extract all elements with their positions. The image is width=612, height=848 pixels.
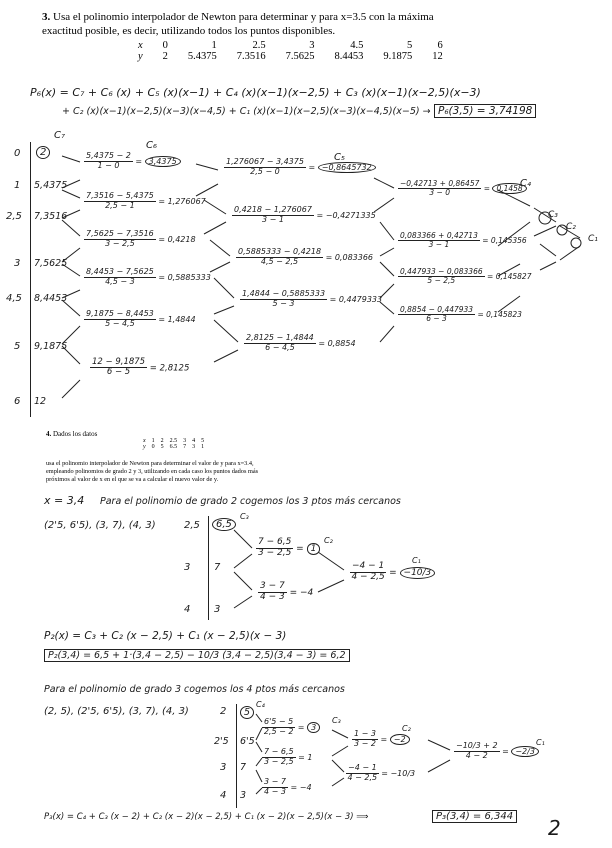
g2-x: 2,5 bbox=[184, 520, 200, 531]
dd-denominator: 3 − 1 bbox=[261, 214, 284, 224]
g2-label-c1: C₁ bbox=[412, 556, 421, 565]
y-cell: 12 bbox=[432, 51, 443, 62]
problem4-title-text: Dados los datos bbox=[53, 430, 98, 438]
problem3-result: P₆(3,5) = 3,74198 bbox=[434, 104, 536, 118]
y-cell: 5 bbox=[160, 444, 164, 450]
y-value: 5,4375 bbox=[34, 180, 68, 191]
problem4-text-line1: usa el polinomio interpolador de Newton para determinar el valor de y para x=3.4, bbox=[46, 460, 254, 467]
x-cell: 5 bbox=[407, 40, 413, 51]
x-cell: 2.5 bbox=[252, 40, 266, 51]
problem4-text-line2: empleando polinomios de grado 2 y 3, utilizando en cada caso los puntos dados más bbox=[46, 468, 259, 475]
dd-result: 1 bbox=[307, 543, 321, 555]
problem3-polynomial-line2: + C₂ (x)(x−1)(x−2,5)(x−3)(x−4,5) + C₁ (x)(x−1)(x−2,5)(x−3)(x−4,5)(x−5) → bbox=[62, 106, 431, 117]
y-cell: 8.4453 bbox=[334, 51, 364, 62]
dd-result: 0,083366 bbox=[334, 252, 374, 262]
g3-polynomial: P₃(x) = C₄ + C₃ (x − 2) + C₂ (x − 2)(x − 2,5) + C₁ (x − 2)(x − 2,5)(x − 3) ⟹ bbox=[44, 812, 369, 822]
dd-result: 0,8854 bbox=[327, 338, 356, 348]
x-cell: 5 bbox=[201, 438, 205, 444]
dd-denominator: 4 − 3 bbox=[260, 591, 285, 602]
dd-result: 0,4479333 bbox=[338, 294, 383, 304]
dd-numerator: 7,5625 − 7,3516 bbox=[86, 229, 154, 238]
dd-numerator: −0,42713 + 0,86457 bbox=[400, 179, 480, 188]
g3-x: 3 bbox=[220, 762, 227, 773]
g3-result: P₃(3,4) = 6,344 bbox=[432, 810, 517, 823]
y-label: y bbox=[138, 51, 143, 62]
g3-x: 2 bbox=[220, 706, 227, 717]
problem3-number: 3. bbox=[42, 11, 51, 23]
g2-divided-difference-1: $\frac{3 - 7}{4 - 3}$ = −4 bbox=[260, 581, 314, 602]
dd-numerator: 1,4844 − 0,5885333 bbox=[242, 289, 326, 298]
x-cell: 4.5 bbox=[350, 40, 364, 51]
divided-difference-2: $\frac{0,5885333 - 0,4218}{4,5 - 2,5}$ = 0,083366 bbox=[238, 247, 374, 266]
y-cell: 7.5625 bbox=[285, 51, 315, 62]
divided-difference-1: $\frac{7,3516 - 5,4375}{2,5 - 1}$ = 1,276067 bbox=[86, 191, 206, 210]
dd-result: −4 bbox=[299, 782, 312, 792]
dd-result: −4 bbox=[299, 587, 314, 598]
g3-x: 2'5 bbox=[214, 736, 229, 747]
coef-label-c3: C₃ bbox=[548, 210, 558, 220]
dd-denominator: 1 − 0 bbox=[97, 160, 120, 170]
y-cell: 0 bbox=[151, 444, 155, 450]
dd-numerator: 0,083366 + 0,42713 bbox=[400, 231, 478, 240]
dd-result: 0,145827 bbox=[495, 271, 532, 281]
g3-divided-difference-1: $\frac{7 - 6,5}{3 - 2,5}$ = 1 bbox=[264, 747, 313, 766]
dd-numerator: 6'5 − 5 bbox=[264, 717, 294, 726]
dd-denominator: 3 − 1 bbox=[428, 240, 450, 250]
dd-denominator: 3 − 2,5 bbox=[258, 547, 292, 558]
g3-label-c3: C₃ bbox=[332, 716, 341, 725]
dd-numerator: 0,8854 − 0,447933 bbox=[400, 305, 474, 314]
divided-difference-2: $\frac{2,8125 - 1,4844}{6 - 4,5}$ = 0,8854 bbox=[246, 333, 356, 352]
dd-denominator: 4 − 2,5 bbox=[347, 772, 378, 782]
dd-result: 2,8125 bbox=[159, 363, 190, 374]
dd-numerator: 7 − 6,5 bbox=[258, 537, 292, 547]
dd-result: −10/3 bbox=[400, 567, 436, 579]
dd-numerator: 2,8125 − 1,4844 bbox=[246, 333, 314, 342]
dd-result: −2 bbox=[390, 734, 410, 745]
g3-y: 3 bbox=[240, 790, 247, 801]
g2-polynomial: P₂(x) = C₃ + C₂ (x − 2,5) + C₁ (x − 2,5)(x − 3) bbox=[44, 630, 287, 642]
y-value: 8,4453 bbox=[34, 293, 68, 304]
y-label: y bbox=[143, 444, 146, 450]
dd-numerator: 0,5885333 − 0,4218 bbox=[238, 247, 322, 256]
divided-difference-3: $\frac{0,8854 - 0,447933}{6 - 3}$ = 0,145823 bbox=[400, 305, 522, 324]
dd-result: −10/3 bbox=[390, 768, 416, 778]
grade2-heading: Para el polinomio de grado 2 cogemos los 3 ptos más cercanos bbox=[100, 496, 401, 507]
g2-y: 6,5 bbox=[212, 518, 236, 531]
dd-numerator: −10/3 + 2 bbox=[456, 741, 498, 750]
x-value: 2,5 bbox=[6, 211, 22, 222]
dd-denominator: 2,5 − 2 bbox=[263, 726, 294, 736]
x-cell: 4 bbox=[192, 438, 196, 444]
dd-result: 3 bbox=[307, 722, 320, 733]
x-cell: 1 bbox=[151, 438, 155, 444]
g3-label-c1: C₁ bbox=[536, 738, 545, 747]
dd-denominator: 5 − 2,5 bbox=[427, 276, 456, 286]
problem3-statement-line1: Usa el polinomio interpolador de Newton para determinar y para x=3.5 con la máxima bbox=[53, 11, 434, 23]
problem3-statement-line2: exactitud posible, es decir, utilizando todos los puntos disponibles. bbox=[42, 25, 336, 37]
dd-result: −2/3 bbox=[511, 746, 539, 757]
g3-label-c4: C₄ bbox=[256, 700, 265, 709]
grade3-heading: Para el polinomio de grado 3 cogemos los 4 ptos más cercanos bbox=[44, 684, 345, 695]
dd-numerator: 8,4453 − 7,5625 bbox=[86, 267, 154, 276]
x-cell: 2.5 bbox=[169, 438, 178, 444]
x-label: x bbox=[143, 438, 146, 444]
dd-result: 0,5885333 bbox=[167, 272, 211, 282]
divided-difference-3: $\frac{-0,42713 + 0,86457}{3 - 0}$ = 0,1458 bbox=[398, 180, 527, 198]
coef-label-c6: C₆ bbox=[146, 140, 157, 151]
dd-result: −0,4271335 bbox=[325, 210, 376, 220]
g3-y: 7 bbox=[240, 762, 247, 773]
dd-denominator: 5 − 4,5 bbox=[105, 318, 135, 328]
dd-result: 1,276067 bbox=[167, 196, 206, 206]
dd-denominator: 3 − 2,5 bbox=[264, 756, 294, 766]
dd-numerator: 7,3516 − 5,4375 bbox=[86, 191, 154, 200]
problem3-polynomial-line1: P₆(x) = C₇ + C₆ (x) + C₅ (x)(x−1) + C₄ (x)(x−1)(x−2,5) + C₃ (x)(x−1)(x−2,5)(x−3) bbox=[30, 86, 481, 99]
y-cell: 9.1875 bbox=[383, 51, 413, 62]
dd-result: 0,4218 bbox=[167, 234, 196, 244]
divided-difference-1: $\frac{8,4453 - 7,5625}{4,5 - 3}$ = 0,5885333 bbox=[86, 267, 211, 286]
dd-numerator: 12 − 9,1875 bbox=[92, 357, 146, 367]
y-cell: 1 bbox=[201, 444, 205, 450]
divided-difference-1: $\frac{9,1875 - 8,4453}{5 - 4,5}$ = 1,4844 bbox=[86, 309, 196, 328]
dd-numerator: −4 − 1 bbox=[348, 763, 377, 772]
x-value: 1 bbox=[14, 180, 21, 191]
x-value: 3 bbox=[14, 258, 21, 269]
dd-numerator: 7 − 6,5 bbox=[264, 747, 294, 756]
y-value: 12 bbox=[34, 396, 47, 407]
y-value: 9,1875 bbox=[34, 341, 68, 352]
dd-result: 1,4844 bbox=[167, 314, 196, 324]
dd-numerator: 5,4375 − 2 bbox=[86, 151, 131, 160]
dd-numerator: 9,1875 − 8,4453 bbox=[86, 309, 154, 318]
y-value: 7,5625 bbox=[34, 258, 68, 269]
coef-label-c5: C₅ bbox=[334, 152, 345, 163]
g3-divided-difference-3: $\frac{-10/3 + 2}{4 - 2}$ = −2/3 bbox=[454, 742, 539, 761]
dd-denominator: 4,5 − 2,5 bbox=[260, 256, 299, 266]
dd-denominator: 4,5 − 3 bbox=[105, 276, 135, 286]
dd-denominator: 4 − 2,5 bbox=[351, 571, 385, 582]
divided-difference-2: $\frac{0,4218 - 1,276067}{3 - 1}$ = −0,4271335 bbox=[234, 205, 376, 224]
g2-divided-difference-1: $\frac{7 - 6,5}{3 - 2,5}$ = 1 bbox=[256, 538, 320, 559]
dd-result: 3,4375 bbox=[145, 156, 181, 167]
g2-divided-difference-2: $\frac{-4 - 1}{4 - 2,5}$ = −10/3 bbox=[350, 562, 435, 583]
x-cell: 3 bbox=[183, 438, 187, 444]
g2-evaluation-text: P₂(3,4) = 6,5 + 1·(3,4 − 2,5) − 10/3 (3,4 − 2,5)(3,4 − 3) = 6,2 bbox=[44, 649, 350, 662]
x-cell: 2 bbox=[160, 438, 164, 444]
divided-difference-3: $\frac{0,447933 - 0,083366}{5 - 2,5}$ = 0,145827 bbox=[400, 267, 532, 286]
divided-difference-2: $\frac{1,4844 - 0,5885333}{5 - 3}$ = 0,4479333 bbox=[242, 289, 383, 308]
x-value: 5 bbox=[14, 341, 21, 352]
coef-label-c7: C₇ bbox=[54, 130, 65, 141]
y-value: 2 bbox=[36, 146, 50, 159]
x-label: x bbox=[138, 40, 143, 51]
dd-denominator: 4 − 3 bbox=[264, 786, 286, 796]
dd-numerator: 0,4218 − 1,276067 bbox=[234, 205, 312, 214]
dd-numerator: −4 − 1 bbox=[352, 561, 385, 571]
g3-divided-difference-1: $\frac{3 - 7}{4 - 3}$ = −4 bbox=[264, 777, 312, 796]
dd-result: 0,145823 bbox=[486, 309, 522, 319]
x-cell: 1 bbox=[211, 40, 217, 51]
dd-numerator: 1,276067 − 3,4375 bbox=[226, 157, 304, 166]
g2-x: 4 bbox=[184, 604, 191, 615]
x-value-heading: x = 3,4 bbox=[44, 494, 85, 507]
dd-denominator: 2,5 − 1 bbox=[105, 200, 135, 210]
divided-difference-1: $\frac{7,5625 - 7,3516}{3 - 2,5}$ = 0,4218 bbox=[86, 229, 196, 248]
problem4-text-line3: próximos al valor de x en el que se va a calcular el nuevo valor de y. bbox=[46, 476, 219, 483]
dd-numerator: 1 − 3 bbox=[354, 729, 376, 738]
divided-difference-3: $\frac{0,083366 + 0,42713}{3 - 1}$ = 0,145356 bbox=[400, 231, 527, 250]
dd-result: 0,145356 bbox=[490, 235, 527, 245]
y-cell: 2 bbox=[162, 51, 168, 62]
x-value: 0 bbox=[14, 148, 21, 159]
dd-denominator: 3 − 2,5 bbox=[105, 238, 135, 248]
y-cell: 5.4375 bbox=[187, 51, 217, 62]
dd-numerator: 3 − 7 bbox=[264, 777, 286, 786]
grade3-points: (2, 5), (2'5, 6'5), (3, 7), (4, 3) bbox=[44, 706, 189, 717]
x-value: 4,5 bbox=[6, 293, 22, 304]
divided-difference-1: $\frac{5,4375 - 2}{1 - 0}$ = 3,4375 bbox=[84, 152, 181, 171]
x-cell: 6 bbox=[437, 40, 443, 51]
coef-label-c4: C₄ bbox=[520, 178, 531, 189]
x-value: 6 bbox=[14, 396, 21, 407]
dd-denominator: 6 − 3 bbox=[426, 314, 447, 324]
divided-difference-2: $\frac{1,276067 - 3,4375}{2,5 - 0}$ = −0,8645732 bbox=[224, 158, 376, 177]
dd-result: −0,8645732 bbox=[318, 162, 376, 173]
dd-denominator: 2,5 − 0 bbox=[250, 166, 280, 176]
dd-denominator: 4 − 2 bbox=[465, 750, 488, 760]
y-cell: 3 bbox=[192, 444, 196, 450]
g3-divided-difference-2: $\frac{1 - 3}{3 - 2}$ = −2 bbox=[352, 730, 410, 749]
divided-difference-1: $\frac{12 - 9,1875}{6 - 5}$ = 2,8125 bbox=[92, 357, 190, 378]
x-cell: 3 bbox=[309, 40, 315, 51]
grade2-points: (2'5, 6'5), (3, 7), (4, 3) bbox=[44, 520, 156, 531]
problem4-number: 4. bbox=[46, 430, 52, 438]
g2-y: 3 bbox=[214, 604, 221, 615]
g3-divided-difference-1: $\frac{6'5 - 5}{2,5 - 2}$ = 3 bbox=[262, 718, 320, 737]
g2-label-c3: C₃ bbox=[240, 512, 249, 521]
dd-denominator: 6 − 4,5 bbox=[265, 342, 295, 352]
y-cell: 7.3516 bbox=[236, 51, 266, 62]
coef-label-c2: C₂ bbox=[566, 222, 576, 232]
dd-numerator: 3 − 7 bbox=[260, 581, 285, 591]
page-number: 2 bbox=[548, 816, 561, 840]
g2-label-c2: C₂ bbox=[324, 536, 333, 545]
g2-y: 7 bbox=[214, 562, 221, 573]
dd-denominator: 3 − 2 bbox=[354, 738, 376, 748]
y-cell: 6.5 bbox=[169, 444, 178, 450]
g3-y: 5 bbox=[240, 706, 254, 719]
dd-denominator: 5 − 3 bbox=[272, 298, 295, 308]
g3-divided-difference-2: $\frac{-4 - 1}{4 - 2,5}$ = −10/3 bbox=[347, 763, 416, 782]
coef-label-c1: C₁ bbox=[588, 234, 598, 244]
y-cell: 7 bbox=[183, 444, 187, 450]
g3-label-c2: C₂ bbox=[402, 724, 411, 733]
x-cell: 0 bbox=[162, 40, 168, 51]
g3-x: 4 bbox=[220, 790, 227, 801]
y-value: 7,3516 bbox=[34, 211, 68, 222]
dd-denominator: 6 − 5 bbox=[106, 367, 131, 378]
dd-result: 0,1458 bbox=[492, 183, 526, 194]
dd-denominator: 3 − 0 bbox=[429, 188, 450, 198]
g2-x: 3 bbox=[184, 562, 191, 573]
dd-result: 1 bbox=[307, 752, 313, 762]
g3-y: 6'5 bbox=[240, 736, 255, 747]
dd-numerator: 0,447933 − 0,083366 bbox=[400, 267, 483, 276]
